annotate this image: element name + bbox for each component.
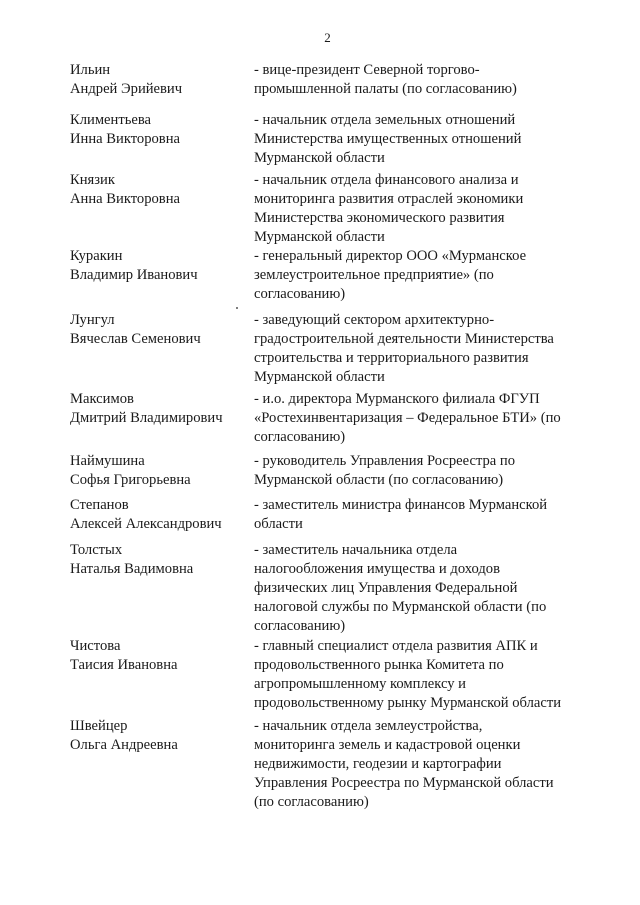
member-role-line: градостроительной деятельности Министерства [254, 331, 554, 347]
member-surname: Степанов [70, 497, 129, 513]
member-role-line: (по согласованию) [254, 794, 369, 810]
member-role-line: мониторинга земель и кадастровой оценки [254, 737, 521, 753]
member-name [70, 111, 245, 149]
member-role-line: - начальник отдела землеустройства, [254, 718, 483, 734]
member-role-line: промышленной палаты (по согласованию) [254, 81, 517, 97]
member-role [254, 171, 594, 247]
member-role [254, 247, 594, 304]
member-given-names: Вячеслав Семенович [70, 331, 201, 347]
member-role-line: Мурманской области (по согласованию) [254, 472, 504, 488]
member-role-line: - главный специалист отдела развития АПК и [254, 638, 538, 654]
member-role [254, 111, 594, 168]
member-name [70, 61, 245, 99]
member-role-line: согласованию) [254, 618, 346, 634]
member-role-line: налоговой службы по Мурманской области (по [254, 599, 547, 615]
member-name [70, 311, 245, 349]
member-name [70, 717, 245, 755]
member-surname: Князик [70, 172, 115, 188]
member-surname: Швейцер [70, 718, 128, 734]
member-given-names: Алексей Александрович [70, 516, 222, 532]
member-role-line: строительства и территориального развития [254, 350, 529, 366]
member-role-line: - заместитель начальника отдела [254, 542, 458, 558]
member-role-line: - генеральный директор ООО «Мурманское [254, 248, 527, 264]
member-surname: Наймушина [70, 453, 145, 469]
member-role [254, 61, 594, 99]
member-role-line: Управления Росреестра по Мурманской области [254, 775, 554, 791]
member-role [254, 311, 594, 387]
member-role-line: землеустроительное предприятие» (по [254, 267, 494, 283]
member-role-line: агропромышленному комплексу и [254, 676, 466, 692]
member-given-names: Владимир Иванович [70, 267, 198, 283]
member-role-line: согласованию) [254, 286, 346, 302]
member-role-line: мониторинга развития отраслей экономики [254, 191, 524, 207]
member-role-line: - заведующий сектором архитектурно- [254, 312, 495, 328]
member-role-line: - начальник отдела земельных отношений [254, 112, 516, 128]
member-given-names: Наталья Вадимовна [70, 561, 194, 577]
member-role [254, 717, 594, 812]
member-role [254, 541, 594, 636]
member-given-names: Дмитрий Владимирович [70, 410, 223, 426]
member-name [70, 637, 245, 675]
member-surname: Куракин [70, 248, 123, 264]
member-role-line: «Ростехинвентаризация – Федеральное БТИ» (по [254, 410, 561, 426]
member-given-names: Анна Викторовна [70, 191, 180, 207]
member-role-line: налогообложения имущества и доходов [254, 561, 500, 577]
member-role-line: недвижимости, геодезии и картографии [254, 756, 502, 772]
member-role-line: Мурманской области [254, 229, 385, 245]
member-given-names: Софья Григорьевна [70, 472, 191, 488]
member-role [254, 390, 594, 447]
member-role [254, 496, 594, 534]
member-name [70, 496, 245, 534]
member-role-line: - начальник отдела финансового анализа и [254, 172, 519, 188]
member-role-line: - заместитель министра финансов Мурманской [254, 497, 548, 513]
member-surname: Лунгул [70, 312, 115, 328]
member-name [70, 171, 245, 209]
member-role-line: Министерства имущественных отношений [254, 131, 522, 147]
member-name [70, 247, 245, 285]
member-role-line: - и.о. директора Мурманского филиала ФГУП [254, 391, 540, 407]
member-role-line: области [254, 516, 303, 532]
member-role-line: физических лиц Управления Федеральной [254, 580, 518, 596]
member-role-line: Мурманской области [254, 369, 385, 385]
member-role [254, 452, 594, 490]
member-role-line: продовольственному рынку Мурманской области [254, 695, 562, 711]
member-name [70, 452, 245, 490]
member-role [254, 637, 594, 713]
page-number: 2 [324, 30, 331, 45]
member-surname: Ильин [70, 62, 111, 78]
member-role-line: согласованию) [254, 429, 346, 445]
member-given-names: Инна Викторовна [70, 131, 180, 147]
member-role-line: - вице-президент Северной торгово- [254, 62, 480, 78]
member-role-line: Мурманской области [254, 150, 385, 166]
member-name [70, 390, 245, 428]
member-surname: Чистова [70, 638, 121, 654]
member-role-line: Министерства экономического развития [254, 210, 505, 226]
member-surname: Максимов [70, 391, 134, 407]
member-role-line: продовольственного рынка Комитета по [254, 657, 504, 673]
scan-speck [236, 307, 238, 309]
member-surname: Толстых [70, 542, 123, 558]
member-given-names: Ольга Андреевна [70, 737, 178, 753]
member-name [70, 541, 245, 579]
member-surname: Климентьева [70, 112, 152, 128]
member-given-names: Андрей Эрийевич [70, 81, 183, 97]
member-given-names: Таисия Ивановна [70, 657, 178, 673]
member-role-line: - руководитель Управления Росреестра по [254, 453, 516, 469]
